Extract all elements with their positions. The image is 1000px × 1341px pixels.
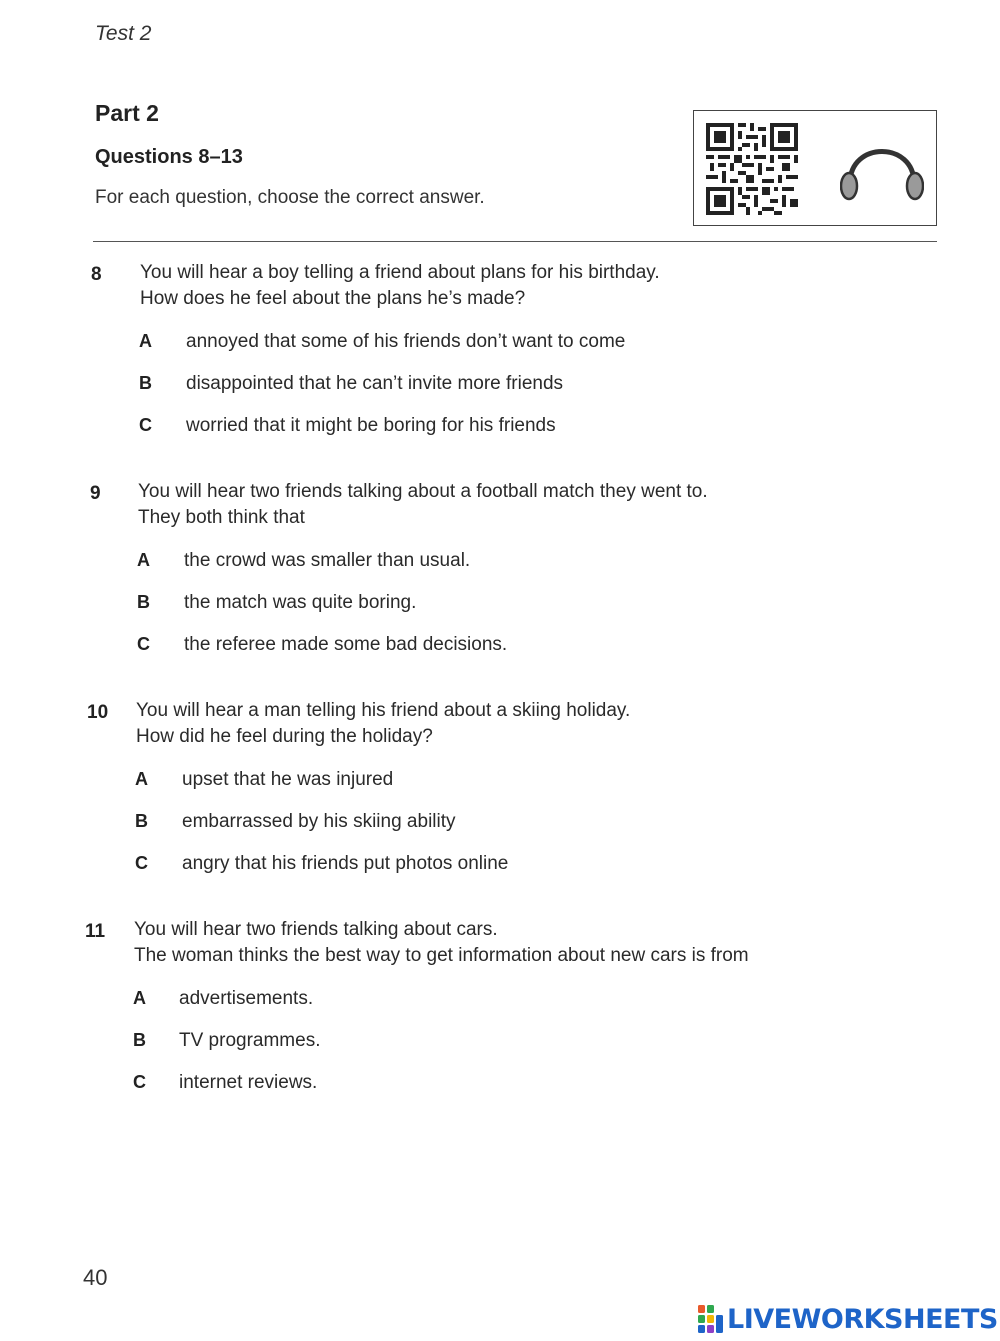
liveworksheets-logo-icon <box>698 1305 724 1333</box>
page-number: 40 <box>83 1265 108 1290</box>
option-letter-b[interactable]: B <box>133 1030 146 1050</box>
option-text-c[interactable]: worried that it might be boring for his friends <box>186 415 556 436</box>
question-prompt-2: How did he feel during the holiday? <box>136 726 433 747</box>
audio-box <box>693 110 937 226</box>
part-title: Part 2 <box>95 100 159 126</box>
option-text-c[interactable]: internet reviews. <box>179 1072 318 1093</box>
option-text-b[interactable]: the match was quite boring. <box>184 592 417 613</box>
option-letter-c[interactable]: C <box>133 1072 146 1092</box>
option-letter-a[interactable]: A <box>137 550 150 570</box>
option-letter-a[interactable]: A <box>133 988 146 1008</box>
option-text-c[interactable]: the referee made some bad decisions. <box>184 634 508 655</box>
question-prompt: You will hear two friends talking about a football match they went to. <box>138 481 708 502</box>
question-number: 10 <box>87 702 109 723</box>
option-letter-c[interactable]: C <box>139 415 152 435</box>
question-prompt-2: They both think that <box>138 507 305 528</box>
question-prompt-2: The woman thinks the best way to get information about new cars is from <box>134 945 749 966</box>
option-letter-a[interactable]: A <box>135 769 148 789</box>
option-text-a[interactable]: the crowd was smaller than usual. <box>184 550 471 571</box>
option-text-a[interactable]: advertisements. <box>179 988 314 1009</box>
question-number: 11 <box>85 921 106 942</box>
option-text-b[interactable]: disappointed that he can’t invite more friends <box>186 373 564 394</box>
questions-range: Questions 8–13 <box>95 146 243 168</box>
option-text-c[interactable]: angry that his friends put photos online <box>182 853 509 874</box>
header-divider <box>93 241 937 242</box>
option-text-a[interactable]: upset that he was injured <box>182 769 394 790</box>
question-number: 9 <box>90 483 101 504</box>
brand-name: LIVEWORKSHEETS <box>727 1303 998 1335</box>
test-label: Test 2 <box>95 22 152 45</box>
option-letter-c[interactable]: C <box>135 853 148 873</box>
question-prompt: You will hear a man telling his friend about a skiing holiday. <box>136 700 631 721</box>
instruction-text: For each question, choose the correct answer. <box>95 187 485 208</box>
option-text-b[interactable]: embarrassed by his skiing ability <box>182 811 456 832</box>
question-prompt: You will hear two friends talking about cars. <box>134 919 498 940</box>
brand-watermark[interactable] <box>698 1303 998 1335</box>
option-text-b[interactable]: TV programmes. <box>179 1030 321 1051</box>
option-text-a[interactable]: annoyed that some of his friends don’t want to come <box>186 331 626 352</box>
question-prompt: You will hear a boy telling a friend about plans for his birthday. <box>140 262 660 283</box>
qr-code-icon <box>706 123 798 215</box>
option-letter-c[interactable]: C <box>137 634 150 654</box>
option-letter-b[interactable]: B <box>139 373 152 393</box>
question-number: 8 <box>91 264 102 285</box>
question-prompt-2: How does he feel about the plans he’s made? <box>140 288 526 309</box>
option-letter-b[interactable]: B <box>137 592 150 612</box>
option-letter-a[interactable]: A <box>139 331 152 351</box>
headphones-icon <box>840 131 924 207</box>
option-letter-b[interactable]: B <box>135 811 148 831</box>
